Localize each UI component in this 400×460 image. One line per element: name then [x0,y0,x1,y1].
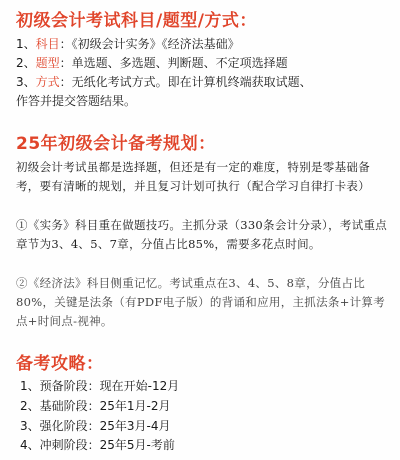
item-number: 3、 [16,75,36,89]
item-text: ：单选题、多选题、判断题、不定项选择题 [59,56,288,70]
exam-item-method [16,74,312,90]
stage-item: 1、预备阶段：现在开始-12月 [20,379,180,393]
exam-method-continuation: 作答并提交答题结果。 [16,94,137,108]
item-text: ：无纸化考试方式。即在计算机终端获取试题、 [59,75,312,89]
stage-item: 2、基础阶段：25年1月-2月 [20,399,171,413]
stage-item: 4、冲刺阶段：25年5月-考前 [20,438,175,452]
item-number: 1、 [16,37,36,51]
stage-item: 3、强化阶段：25年3月-4月 [20,419,171,433]
section-title-study-plan: 25年初级会计备考规划： [16,134,216,154]
study-note-economic-law: ②《经济法》科目侧重记忆。考试重点在3、4、5、8章，分值占比80%，关键是法条（有PDF电子版）的背诵和应用，主抓法条+计算考点+时间点-视神。 [16,276,386,328]
exam-item-subjects [16,36,240,52]
item-key: 方式 [35,75,60,89]
item-key: 题型 [35,56,60,70]
item-key: 科目 [35,37,60,51]
section-title-strategy: 备考攻略： [16,354,104,374]
section-title-exam-info: 初级会计考试科目/题型/方式： [16,11,257,31]
study-note-accounting-practice: ①《实务》科目重在做题技巧。主抓分录（330条会计分录），考试重点章节为3、4、5、7章，分值占比85%，需要多花点时间。 [16,218,388,251]
item-number: 2、 [16,56,36,70]
study-plan-intro: 初级会计考试虽都是选择题，但还是有一定的难度，特别是零基础备考，要有清晰的规划，并且复习计划可执行（配合学习自律打卡表） [16,160,370,193]
item-text: ：《初级会计实务》《经济法基础》 [59,37,240,51]
exam-item-question-types [16,55,288,71]
